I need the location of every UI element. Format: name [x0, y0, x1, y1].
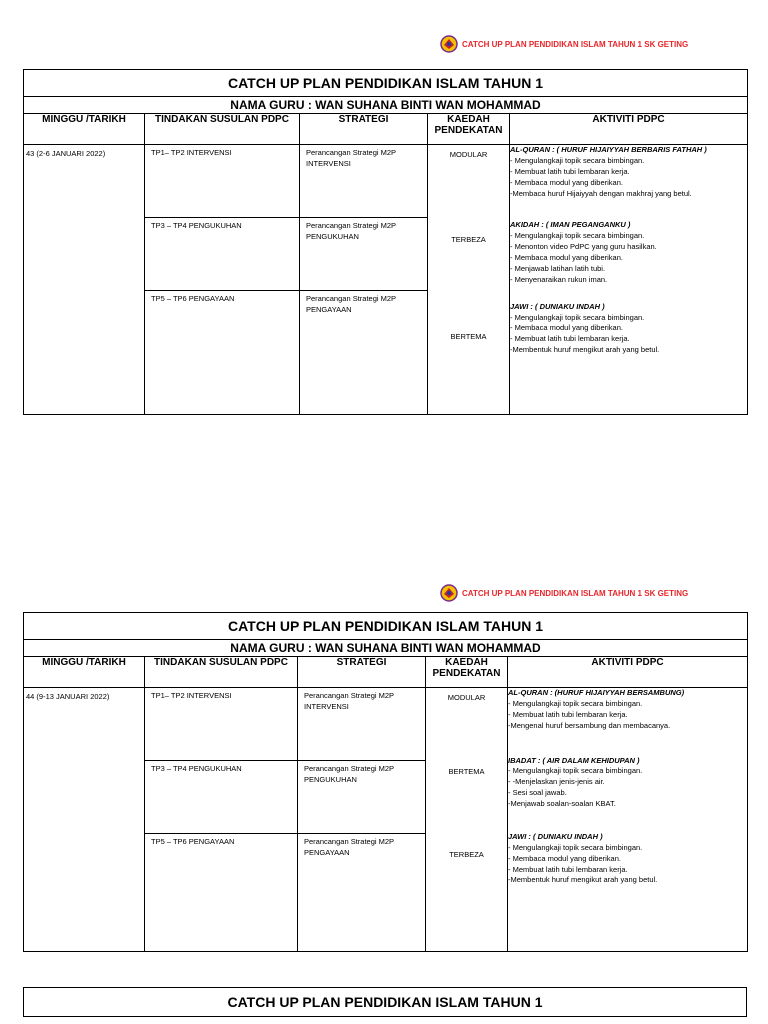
- tindakan-row-1: TP1– TP2 INTERVENSI: [145, 688, 297, 761]
- activity-item: -Menjawab soalan-soalan KBAT.: [508, 799, 616, 808]
- activity-heading: IBADAT : ( AIR DALAM KEHIDUPAN ): [508, 755, 640, 765]
- activity-item: -Membaca huruf Hijaiyyah dengan makhraj yang betul.: [510, 188, 692, 198]
- strategi-row-1: Perancangan Strategi M2P INTERVENSI: [298, 688, 425, 761]
- col-header-minggu: MINGGU /TARIKH: [24, 114, 145, 145]
- page-header: [440, 581, 688, 605]
- activity-item: - Mengulangkaji topik secara bimbingan.: [508, 766, 643, 776]
- strategi-row-3: Perancangan Strategi M2P PENGAYAAN: [306, 294, 396, 314]
- activity-item: - Mengulangkaji topik secara bimbingan.: [510, 155, 645, 165]
- activity-item: - Membuat latih tubi lembaran kerja.: [510, 166, 630, 176]
- activity-item: - Menjawab latihan latih tubi.: [510, 263, 606, 273]
- col-header-tindakan: TINDAKAN SUSULAN PDPC: [145, 657, 298, 688]
- activity-heading: JAWI : ( DUNIAKU INDAH ): [510, 301, 605, 311]
- col-header-strategi: STRATEGI: [298, 657, 426, 688]
- col-header-kaedah: KAEDAH PENDEKATAN: [428, 114, 510, 145]
- activity-heading: AL-QURAN : ( HURUF HIJAIYYAH BERBARIS FATHAH ): [510, 145, 707, 154]
- kaedah-cell: [426, 688, 508, 952]
- col-header-aktiviti: AKTIVITI PDPC: [510, 114, 748, 145]
- strategi-row-2: Perancangan Strategi M2P PENGUKUHAN: [300, 218, 427, 291]
- strategi-row-3: Perancangan Strategi M2P PENGAYAAN: [304, 837, 394, 857]
- table-title: CATCH UP PLAN PENDIDIKAN ISLAM TAHUN 1: [24, 613, 748, 640]
- tindakan-row-3: TP5 – TP6 PENGAYAAN: [151, 294, 235, 303]
- teacher-name: NAMA GURU : WAN SUHANA BINTI WAN MOHAMMAD: [24, 97, 748, 114]
- activity-block: [510, 145, 747, 199]
- school-logo-icon: [440, 584, 458, 602]
- activity-item: - Mengulangkaji topik secara bimbingan.: [508, 698, 643, 708]
- kaedah-3: BERTEMA: [450, 332, 487, 341]
- kaedah-1: MODULAR: [447, 693, 486, 702]
- activity-item: - Membaca modul yang diberikan.: [510, 253, 623, 262]
- tindakan-row-3: TP5 – TP6 PENGAYAAN: [151, 837, 235, 846]
- aktiviti-cell: [510, 145, 748, 415]
- activity-item: - Mengulangkaji topik secara bimbingan.: [508, 842, 643, 852]
- kaedah-2: TERBEZA: [451, 235, 486, 244]
- activity-item: -Membentuk huruf mengikut arah yang betul.: [510, 345, 660, 355]
- activity-item: - Membaca modul yang diberikan.: [508, 853, 621, 863]
- col-header-strategi: STRATEGI: [300, 114, 428, 145]
- week-cell: 43 (2-6 JANUARI 2022): [24, 145, 145, 415]
- activity-block: [510, 220, 747, 285]
- header-note: CATCH UP PLAN PENDIDIKAN ISLAM TAHUN 1 SK GETING: [462, 39, 689, 49]
- activity-item: -Membentuk huruf mengikut arah yang betul.: [508, 875, 658, 885]
- activity-heading: AL-QURAN : (HURUF HIJAIYYAH BERSAMBUNG): [508, 688, 685, 697]
- kaedah-2: BERTEMA: [448, 767, 485, 776]
- activity-heading: JAWI : ( DUNIAKU INDAH ): [508, 831, 603, 841]
- plan-table-week-43: [23, 69, 748, 415]
- activity-item: -Mengenal huruf bersambung dan membacanya.: [508, 720, 671, 730]
- aktiviti-cell: [508, 688, 748, 952]
- activity-item: - Membuat latih tubi lembaran kerja.: [508, 864, 628, 874]
- col-header-tindakan: TINDAKAN SUSULAN PDPC: [145, 114, 300, 145]
- activity-item: - Membaca modul yang diberikan.: [510, 177, 623, 187]
- activity-item: - Menyenaraikan rukun iman.: [510, 274, 608, 284]
- activity-block: [508, 688, 747, 732]
- col-header-aktiviti: AKTIVITI PDPC: [508, 657, 748, 688]
- activity-block: [508, 756, 747, 810]
- header-note: CATCH UP PLAN PENDIDIKAN ISLAM TAHUN 1 SK GETING: [462, 588, 689, 598]
- activity-item: - Membuat latih tubi lembaran kerja.: [510, 334, 630, 344]
- table-title: CATCH UP PLAN PENDIDIKAN ISLAM TAHUN 1: [24, 70, 748, 97]
- page-header: [440, 32, 688, 56]
- school-logo-icon: [440, 35, 458, 53]
- plan-table-week-44: [23, 612, 748, 952]
- teacher-name: NAMA GURU : WAN SUHANA BINTI WAN MOHAMMAD: [24, 640, 748, 657]
- strategi-row-2: Perancangan Strategi M2P PENGUKUHAN: [298, 761, 425, 834]
- activity-item: - Sesi soal jawab.: [508, 788, 567, 798]
- tindakan-row-2: TP3 – TP4 PENGUKUHAN: [145, 761, 297, 834]
- kaedah-1: MODULAR: [449, 150, 488, 159]
- activity-item: - Menonton video PdPC yang guru hasilkan.: [510, 242, 657, 252]
- activity-block: [510, 302, 747, 356]
- activity-item: - Membaca modul yang diberikan.: [510, 323, 623, 333]
- tindakan-row-1: TP1– TP2 INTERVENSI: [145, 145, 299, 218]
- kaedah-3: TERBEZA: [449, 850, 484, 859]
- activity-item: - Membuat latih tubi lembaran kerja.: [508, 709, 628, 719]
- week-cell: 44 (9-13 JANUARI 2022): [24, 688, 145, 952]
- activity-item: - Mengulangkaji topik secara bimbingan.: [510, 231, 645, 241]
- activity-item: - -Menjelaskan jenis-jenis air.: [508, 777, 605, 787]
- tindakan-row-2: TP3 – TP4 PENGUKUHAN: [145, 218, 299, 291]
- activity-block: [508, 832, 747, 886]
- col-header-minggu: MINGGU /TARIKH: [24, 657, 145, 688]
- activity-heading: AKIDAH : ( IMAN PEGANGANKU ): [510, 220, 631, 230]
- next-table-title: CATCH UP PLAN PENDIDIKAN ISLAM TAHUN 1: [23, 987, 747, 1017]
- kaedah-cell: [428, 145, 510, 415]
- col-header-kaedah: KAEDAH PENDEKATAN: [426, 657, 508, 688]
- activity-item: - Mengulangkaji topik secara bimbingan.: [510, 312, 645, 322]
- strategi-row-1: Perancangan Strategi M2P INTERVENSI: [300, 145, 427, 218]
